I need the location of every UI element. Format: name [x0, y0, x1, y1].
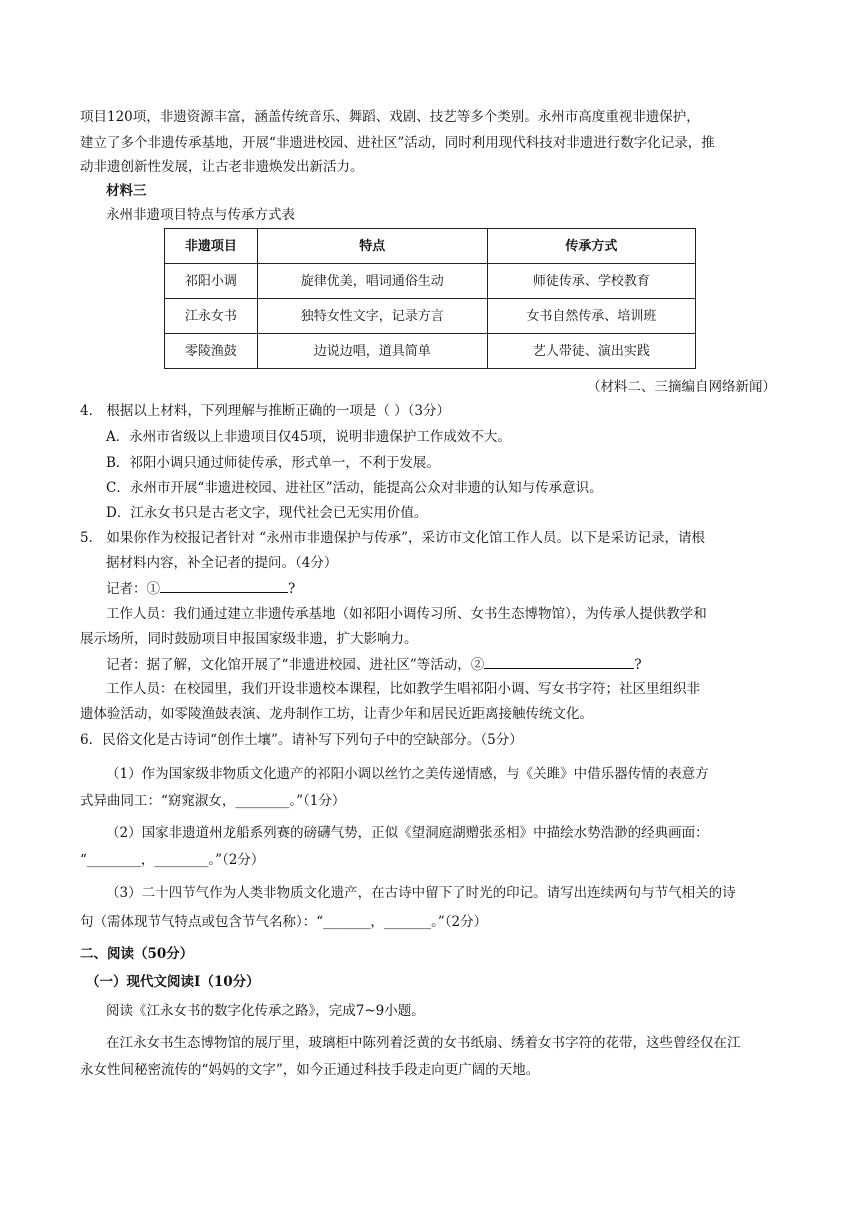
q6-stem: 6．民俗文化是古诗词“创作土壤”。请补写下列句子中的空缺部分。（5分）: [80, 732, 523, 748]
q5-staff-2a: 工作人员：在校园里，我们开设非遗校本课程，比如教学生唱祁阳小调、写女书字符；社区里组织非: [106, 681, 700, 697]
table-cell: 师徒传承、学校教育: [487, 264, 695, 299]
q5-reporter-1: [106, 578, 295, 600]
reporter-2-prefix: 记者：据了解，文化馆开展了“非遗进校园、进社区”等活动，②: [106, 657, 485, 673]
header-cell: 特点: [257, 229, 487, 264]
passage-line-2: 永女性间秘密流传的“妈妈的文字”，如今正通过科技手段走向更广阔的天地。: [80, 1062, 540, 1078]
table-row: [165, 264, 696, 299]
q5-staff-1a: 工作人员：我们通过建立非遗传承基地（如祁阳小调传习所、女书生态博物馆），为传承人提供教学和: [106, 606, 707, 622]
reading-instruction: 阅读《江永女书的数字化传承之路》，完成7~9小题。: [106, 1003, 425, 1019]
q6-part2-line2: “________，________。”（2分）: [80, 852, 265, 868]
q5-staff-1b: 展示场所，同时鼓励项目申报国家级非遗，扩大影响力。: [80, 631, 418, 647]
q6-part3-line1: （3）二十四节气作为人类非物质文化遗产，在古诗中留下了时光的印记。请写出连续两句与节气相关的诗: [106, 885, 736, 901]
q5-stem-2: 据材料内容，补全记者的提问。（4分）: [106, 555, 338, 571]
q4-option-b: B．祁阳小调只通过师徒传承，形式单一，不利于发展。: [106, 455, 440, 471]
header-cell: 传承方式: [487, 229, 695, 264]
q6-part2-line1: （2）国家非遗道州龙船系列赛的磅礴气势，正似《望洞庭湖赠张丞相》中描绘水势浩渺的经典画面：: [106, 825, 709, 841]
intro-line-1: 项目120项，非遗资源丰富，涵盖传统音乐、舞蹈、戏剧、技艺等多个类别。永州市高度重视非遗保护，: [80, 109, 700, 125]
table-header-row: [165, 229, 696, 264]
table-cell: 祁阳小调: [165, 264, 258, 299]
header-cell: 非遗项目: [165, 229, 258, 264]
q6-part1-line2: 式异曲同工：“窈窕淑女，________。”（1分）: [80, 793, 346, 809]
table-row: [165, 299, 696, 334]
q6-part1-line1: （1）作为国家级非物质文化遗产的祁阳小调以丝竹之美传递情感，与《关雎》中借乐器传情的表意方: [106, 766, 709, 782]
q5-reporter-2: [106, 654, 642, 676]
q4-option-d: D．江永女书只是古老文字，现代社会已无实用价值。: [106, 505, 428, 521]
reporter-1-suffix: ?: [288, 581, 296, 597]
table-title: 永州非遗项目特点与传承方式表: [106, 207, 295, 223]
section-2-heading: 二、阅读（50分）: [80, 946, 194, 962]
answer-blank-2[interactable]: [484, 654, 634, 669]
section-2-subheading: （一）现代文阅读Ⅰ（10分）: [86, 974, 260, 990]
material-source: （材料二、三摘编自网络新闻）: [587, 379, 776, 395]
heritage-table: [164, 228, 696, 369]
passage-line-1: 在江永女书生态博物馆的展厅里，玻璃柜中陈列着泛黄的女书纸扇、绣着女书字符的花带，这些曾经仅在江: [106, 1035, 741, 1051]
table-cell: 零陵渔鼓: [165, 334, 258, 369]
material3-heading: 材料三: [106, 183, 147, 199]
q6-part3-line2: 句（需体现节气特点或包含节气名称）：“_______，_______。”（2分）: [80, 914, 488, 930]
table-cell: 旋律优美，唱词通俗生动: [257, 264, 487, 299]
q4-option-c: C．永州市开展“非遗进校园、进社区”活动，能提高公众对非遗的认知与传承意识。: [106, 480, 603, 496]
table-cell: 女书自然传承、培训班: [487, 299, 695, 334]
table-cell: 艺人带徒、演出实践: [487, 334, 695, 369]
q5-staff-2b: 遗体验活动，如零陵渔鼓表演、龙舟制作工坊，让青少年和居民近距离接触传统文化。: [80, 706, 593, 722]
intro-line-3: 动非遗创新性发展，让古老非遗焕发出新活力。: [80, 159, 364, 175]
q4-option-a: A．永州市省级以上非遗项目仅45项，说明非遗保护工作成效不大。: [106, 429, 511, 445]
table-cell: 江永女书: [165, 299, 258, 334]
reporter-1-prefix: 记者：①: [106, 581, 160, 597]
reporter-2-suffix: ?: [634, 657, 642, 673]
intro-line-2: 建立了多个非遗传承基地，开展“非遗进校园、进社区”活动，同时利用现代科技对非遗进行数字化记录，推: [80, 135, 715, 151]
q4-stem: 4． 根据以上材料，下列理解与推断正确的一项是（ ）（3分）: [80, 403, 451, 419]
answer-blank-1[interactable]: [160, 578, 288, 593]
q5-stem-1: 5． 如果你作为校报记者针对 “永州市非遗保护与传承”，采访市文化馆工作人员。以下是采访记录，请根: [80, 530, 705, 546]
table-cell: 边说边唱，道具简单: [257, 334, 487, 369]
table-row: [165, 334, 696, 369]
table-cell: 独特女性文字，记录方言: [257, 299, 487, 334]
